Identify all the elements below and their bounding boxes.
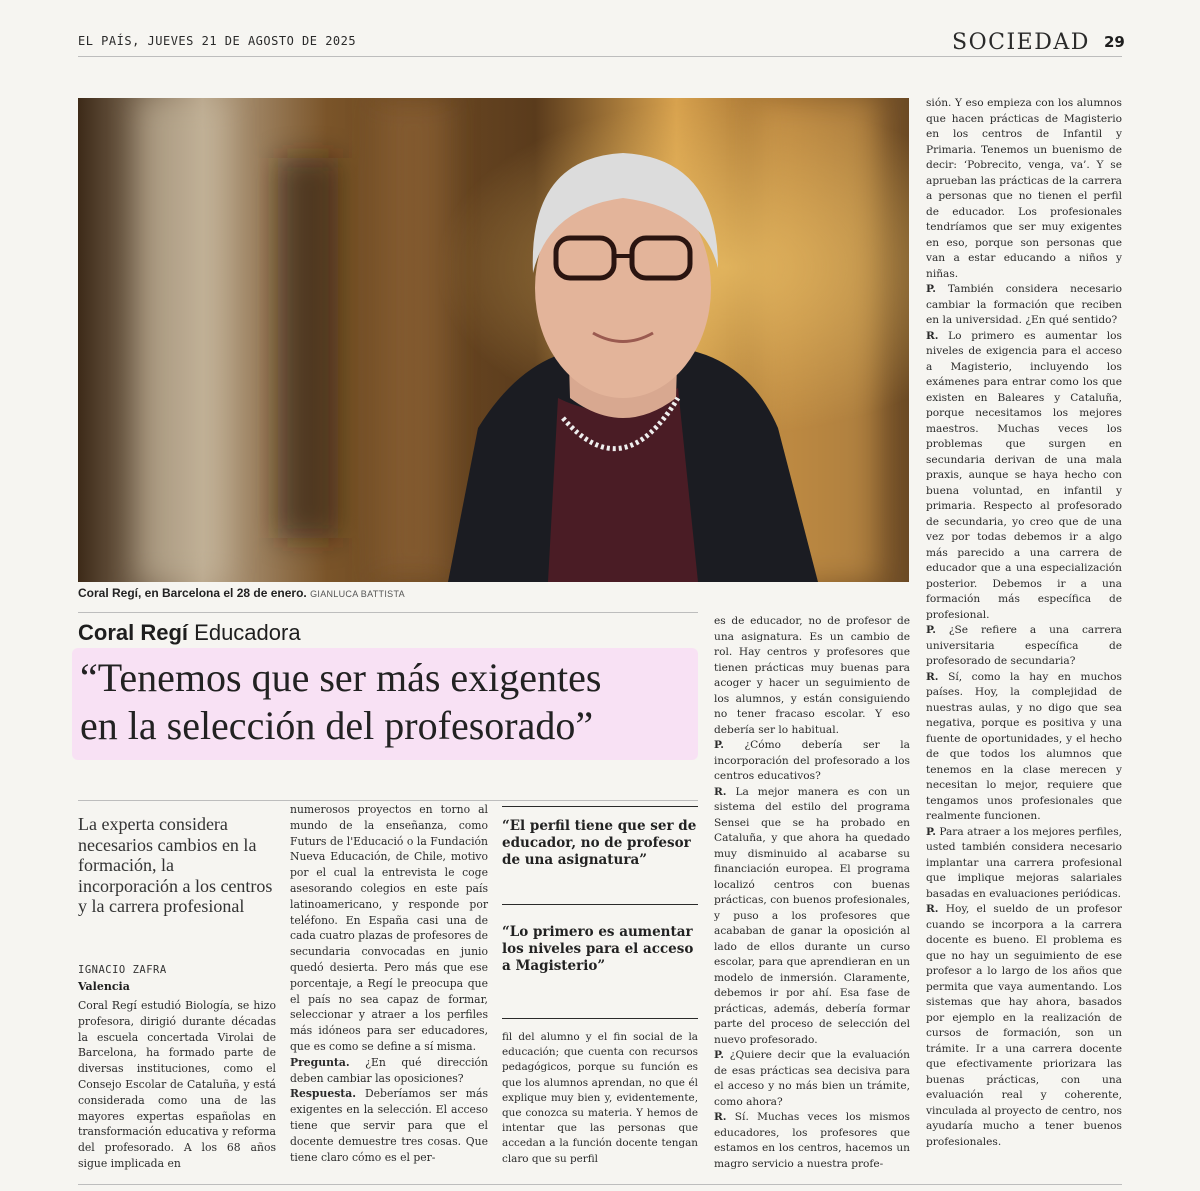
headline: [80, 654, 700, 750]
question-text: ¿Se refiere a una carrera universitaria específica de profesorado de secundaria?: [926, 624, 1122, 667]
body-column-1: [78, 998, 276, 1172]
body-paragraph: numerosos proyectos en torno al mundo de la enseñanza, como Futurs de l'Educació o la Fundación Nueva Educación, de Chile, motivo por el cual la entrevista le coge asesorando colegios en este país latinoamericano, y responde por teléfono. En España casi una de cada cuatro plazas de profesores de secundaria convocadas en junio quedó desierta. Pero más que ese porcentaje, a Regí le preocupa que el país no sea capaz de formar, seleccionar y atraer a los perfiles más idóneos para ser educadores, que es como se define a sí misma.: [290, 803, 488, 1053]
question-label: P.: [714, 1049, 724, 1061]
question-paragraph: [714, 738, 910, 785]
question-label: Pregunta.: [290, 1055, 350, 1069]
question-paragraph: [926, 282, 1122, 329]
pull-quote-1: “El perfil tiene que ser de educador, no de profesor de una asignatura”: [502, 818, 697, 868]
answer-text: Hoy, el sueldo de un profesor cuando se incorpora a la carrera docente es bueno. El problema es que no hay un seguimiento de ese profesor a lo largo de los años que permita que vaya aumentando. Los sistemas que hay ahora, basados por ejemplo en la realización de cursos de formación, son un trámite. Ir a una carrera docente que efectivamente priorizara las buenas prácticas, con una evaluación real y coherente, vinculada al proyecto de centro, nos ayudaría mucho a tener buenos profesionales.: [926, 903, 1122, 1148]
question-text: ¿En qué dirección deben cambiar las oposiciones?: [290, 1055, 488, 1085]
question-label: P.: [926, 825, 936, 838]
answer-paragraph: [714, 785, 910, 1049]
answer-paragraph: [926, 670, 1122, 825]
answer-label: R.: [714, 1111, 727, 1123]
answer-text: Sí, como la hay en muchos países. Hoy, la complejidad de nuestras aulas, y no digo que sea negativa, porque es positiva y una fuente de oportunidades, y el hecho de que todos los alumnos que tenemos en la clase merecen y necesitan lo mejor, requiere que tengamos unos profesionales que realmente funcionen.: [926, 670, 1122, 822]
portrait-photo: [78, 98, 909, 582]
answer-label: R.: [926, 903, 939, 915]
portrait-illustration: [78, 98, 909, 582]
page-number: 29: [1104, 33, 1125, 51]
body-column-5: [926, 96, 1122, 1150]
answer-label: R.: [926, 670, 939, 683]
body-paragraph: Coral Regí estudió Biología, se hizo profesora, dirigió durante décadas la escuela concertada Virolai de Barcelona, ha formado parte de diversas instituciones, como el Consejo Escolar de Cataluña, y está considerada como una de las mayores expertas españolas en transformación educativa y reforma del profesorado. A los 68 años sigue implicada en: [78, 999, 276, 1170]
body-column-3: [502, 1030, 698, 1167]
header-rule: [78, 56, 1122, 57]
caption-text: Coral Regí, en Barcelona el 28 de enero.: [78, 586, 307, 600]
interviewee-role: Educadora: [194, 620, 301, 645]
headline-line-2: en la selección del profesorado”: [80, 703, 594, 748]
answer-paragraph: [290, 1086, 488, 1165]
interviewee-name: Coral Regí: [78, 620, 189, 645]
question-label: P.: [714, 739, 724, 751]
answer-label: Respuesta.: [290, 1087, 357, 1101]
answer-text: Lo primero es aumentar los niveles de exigencia para el acceso a Magisterio, incluyendo los exámenes para entrar como los que existen en Baleares y Cataluña, porque necesitamos los mejores maestros. Muchas veces los problemas que surgen en secundaria derivan de una mala praxis, aunque se haya hecho con buena voluntad, en infantil y primaria. Respecto al profesorado de secundaria, yo creo que de una vez por todas debemos ir a algo más parecido a una carrera de educador que a una especialización posterior. Debemos ir a una formación más específica de profesional.: [926, 329, 1122, 621]
answer-text: Deberíamos ser más exigentes en la selección. El acceso tiene que servir para que el docente demuestre tres cosas. Que tiene claro cómo es el per-: [290, 1087, 488, 1164]
answer-paragraph: [926, 902, 1122, 1150]
question-paragraph: [290, 1055, 488, 1087]
question-text: ¿Cómo debería ser la incorporación del profesorado a los centros educativos?: [714, 739, 910, 782]
interviewee-line: [78, 620, 301, 646]
name-rule: [78, 612, 698, 613]
headline-rule: [78, 800, 698, 801]
section-title: SOCIEDAD: [952, 30, 1090, 55]
body-paragraph: es de educador, no de profesor de una asignatura. Es un cambio de rol. Hay centros y profesores que tienen prácticas muy buenas para acoger y hacer un seguimiento de los alumnos, y están consiguiendo no tener fracaso escolar. Y eso debería ser lo habitual.: [714, 615, 910, 736]
question-label: P.: [926, 283, 936, 295]
byline: IGNACIO ZAFRA: [78, 964, 167, 976]
question-text: Para atraer a los mejores perfiles, usted también considera necesario implantar una carrera profesional que implique mejoras salariales basadas en evaluaciones periódicas.: [926, 825, 1122, 900]
quote-rule-top: [502, 806, 698, 807]
body-paragraph: fil del alumno y el fin social de la educación; que cuenta con recursos pedagógicos, porque su función es que los alumnos aprendan, no que él explique muy bien y, evidentemente, que conozca su materia. Y hemos de intentar que las personas que accedan a la función docente tengan claro que su perfil: [502, 1031, 698, 1165]
quote-rule-bottom: [502, 1018, 698, 1019]
headline-line-1: “Tenemos que ser más exigentes: [80, 655, 602, 700]
question-paragraph: [926, 623, 1122, 670]
standfirst: La experta considera necesarios cambios en la formación, la incorporación a los centros y la carrera profesional: [78, 814, 273, 917]
body-column-2: [290, 802, 488, 1165]
question-text: ¿Quiere decir que la evaluación de esas prácticas sea decisiva para el acceso y no más bien un trámite, como ahora?: [714, 1049, 910, 1108]
question-paragraph: [714, 1048, 910, 1110]
question-text: También considera necesario cambiar la formación que reciben en la universidad. ¿En qué sentido?: [926, 283, 1122, 326]
question-label: P.: [926, 624, 936, 636]
answer-text: Sí. Muchas veces los mismos educadores, los profesores que estamos en los centros, hacemos un magro servicio a nuestra profe-: [714, 1111, 910, 1170]
answer-label: R.: [926, 329, 939, 342]
body-paragraph: sión. Y eso empieza con los alumnos que hacen prácticas de Magisterio en los centros de Infantil y Primaria. Tenemos un buenismo de decir: ‘Pobrecito, venga, va’. Y se aprueban las prácticas de la carrera a personas que no tienen el perfil de educador. Los profesionales tendríamos que ser muy exigentes en eso, porque son personas que van a estar educando a niños y niñas.: [926, 97, 1122, 280]
dateline-city: Valencia: [78, 980, 130, 993]
answer-paragraph: [714, 1110, 910, 1172]
question-paragraph: [926, 825, 1122, 903]
body-column-4: [714, 614, 910, 1172]
pull-quote-2: “Lo primero es aumentar los niveles para el acceso a Magisterio”: [502, 924, 694, 974]
newspaper-date-line: EL PAÍS, JUEVES 21 DE AGOSTO DE 2025: [78, 34, 357, 48]
footer-rule: [78, 1184, 1122, 1185]
quote-rule-middle: [502, 904, 698, 905]
answer-text: La mejor manera es con un sistema del estilo del programa Sensei que se ha probado en Cataluña, y que ahora ha quedado muy disminuido al acabarse su financiación europea. El programa localizó centros con buenas prácticas, con buenos profesionales, y puso a los profesores que acababan de ganar la oposición al lado de ellos durante un curso escolar, para que aprendieran en un modelo de inmersión. Claramente, debemos ir por ahí. Esa fase de prácticas, además, debería formar parte del proceso de selección del nuevo profesorado.: [714, 785, 910, 1046]
photo-credit: GIANLUCA BATTISTA: [310, 589, 405, 599]
answer-label: R.: [714, 785, 727, 798]
answer-paragraph: [926, 329, 1122, 624]
photo-caption: [78, 586, 405, 600]
